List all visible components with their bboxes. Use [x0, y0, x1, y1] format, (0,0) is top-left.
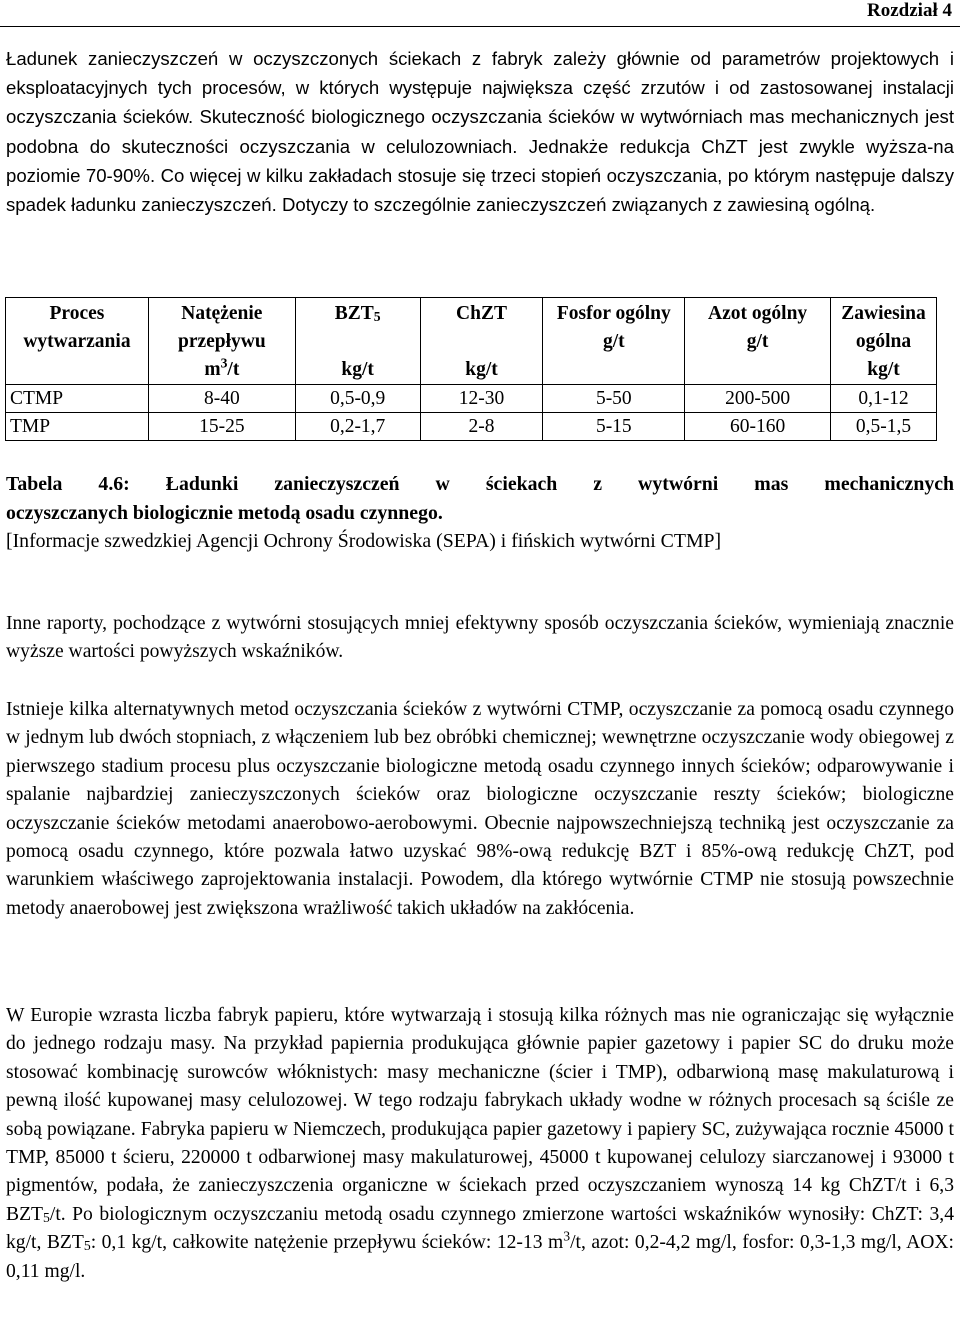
flow-unit: $m^3/t$ — [204, 355, 240, 380]
table-source: [Informacje szwedzkiej Agencji Ochrony Środowiska (SEPA) i fińskich wytwórni CTMP] — [6, 530, 722, 552]
paragraph-1: Ładunek zanieczyszczeń w oczyszczonych ściekach z fabryk zależy głównie od parametrów projektowych i eksploatacyjnych tych procesów, w których występuje największa część zrzutów i od zastosowanej instalacji oczyszczania ścieków. Skuteczność biologicznego oczyszczania ścieków w wytwórniach mas mechanicznych jest podobna do skuteczności oczyszczania w celulozowniach. Jednakże redukcja ChZT jest zwykle wyższa-na poziomie 70-90%. Co więcej w kilku zakładach stosuje się trzeci stopień oczyszczania, po którym następuje dalszy spadek ładunku zanieczyszczeń. Dotyczy to szczególnie zanieczyszczeń związanych z zawiesiną ogólną. — [6, 48, 954, 216]
col-header-bzt: $BZT_5$ kg/t — [295, 298, 420, 385]
table-header-row — [6, 298, 937, 385]
col-header-flow: Natężenie przepływu $m^3/t$ — [148, 298, 295, 385]
caption-line-1: Tabela 4.6: Ładunki zanieczyszczeń w ściekach z wytwórni mas mechanicznych — [6, 473, 954, 495]
suspended-unit: kg/t — [867, 359, 900, 380]
col-header-process: Proces wytwarzania — [6, 298, 149, 385]
pollution-load-table — [5, 297, 937, 441]
header-rule — [0, 26, 960, 27]
table-cell: 5-15 — [543, 413, 685, 441]
table-cell: CTMP — [6, 385, 149, 413]
table-cell: TMP — [6, 413, 149, 441]
table-cell: 0,1-12 — [831, 385, 937, 413]
paragraph-2: Inne raporty, pochodzące z wytwórni stosujących mniej efektywny sposób oczyszczania ścieków, wymieniają znacznie wyższe wartości powyższych wskaźników. — [6, 613, 954, 663]
paragraph-3: Istnieje kilka alternatywnych metod oczyszczania ścieków z wytwórni CTMP, oczyszczanie za pomocą osadu czynnego w jednym lub dwóch stopniach, z włączeniem lub bez obróbki chemicznej; wewnętrzne oczyszczanie wody obiegowej z pierwszego stadium procesu plus oczyszczanie biologiczne metodą osadu czynnego innych ścieków; odparowywanie i spalanie najbardziej zanieczyszczonych ścieków oraz biologiczne oczyszczanie reszty ścieków; biologiczne oczyszczanie ścieków metodami anaerobowo-aerobowymi. Obecnie najpowszechniejszą techniką jest oczyszczanie za pomocą osadu czynnego, które pozwala łatwo uzyskać 98%-ową redukcję BZT i 85%-ową redukcję ChZT, pod warunkiem właściwego zaprojektowania instalacji. Powodem, dla którego wytwórnie CTMP nie stosują powszechnie metody anaerobowej jest zwiększona wrażliwość takich układów na zakłócenia. — [6, 699, 954, 919]
table-cell: 0,2-1,7 — [295, 413, 420, 441]
bzt-unit: kg/t — [341, 359, 374, 380]
table-cell: 15-25 — [148, 413, 295, 441]
col-header-nitrogen: Azot ogólny g/t — [685, 298, 831, 385]
caption-line-2: oczyszczanych biologicznie metodą osadu czynnego. — [6, 502, 443, 524]
phosphorus-unit: g/t — [602, 331, 625, 352]
table-caption — [6, 470, 954, 528]
table-cell: 0,5-1,5 — [831, 413, 937, 441]
table-cell: 5-50 — [543, 385, 685, 413]
nitrogen-unit: g/t — [746, 331, 769, 352]
table-cell: 200-500 — [685, 385, 831, 413]
col-header-suspended: Zawiesina ogólna kg/t — [831, 298, 937, 385]
table-cell: 0,5-0,9 — [295, 385, 420, 413]
chapter-header: Rozdział 4 — [867, 0, 952, 21]
table-cell: 8-40 — [148, 385, 295, 413]
table-cell: 2-8 — [420, 413, 543, 441]
col-header-chzt: ChZT kg/t — [420, 298, 543, 385]
table-row — [6, 385, 937, 413]
table-cell: 12-30 — [420, 385, 543, 413]
table-row — [6, 413, 937, 441]
col-header-phosphorus: Fosfor ogólny g/t — [543, 298, 685, 385]
table-cell: 60-160 — [685, 413, 831, 441]
paragraph-4: W Europie wzrasta liczba fabryk papieru, które wytwarzają i stosują kilka różnych mas nie ograniczając się wyłącznie do jednego rodzaju masy. Na przykład papiernia produkująca głównie papier gazetowy i papier SC do druku może stosować kombinację surowców włóknistych: masy mechaniczne (ścier i TMP), odbarwioną masę makulaturową i pewną ilość kupowanej masy celulozowej. W tego rodzaju fabrykach układy wodne w różnych procesach są ściśle ze sobą powiązane. Fabryka papieru w Niemczech, produkująca papier gazetowy i papiery SC, zużywająca rocznie 45000 t TMP, 85000 t ścieru, 220000 t odbarwionej masy makulaturowej, 45000 t kupowanej celulozy siarczanowej i 93000 t pigmentów, podała, że zanieczyszczenia organiczne w ściekach przed oczyszczaniem wynoszą 14 kg ChZT/t i 6,3 $BZT_5/t$. Po biologicznym oczyszczaniu metodą osadu czynnego zmierzone wartości wskaźników wynosiły: ChZT: 3,4 kg/t, $BZT_5$: 0,1 kg/t, całkowite natężenie przepływu ścieków: 12-13 $m^3/t$, azot: 0,2-4,2 mg/l, fosfor: 0,3-1,3 mg/l, AOX: 0,11 mg/l. — [6, 1005, 954, 1282]
chzt-unit: kg/t — [465, 359, 498, 380]
